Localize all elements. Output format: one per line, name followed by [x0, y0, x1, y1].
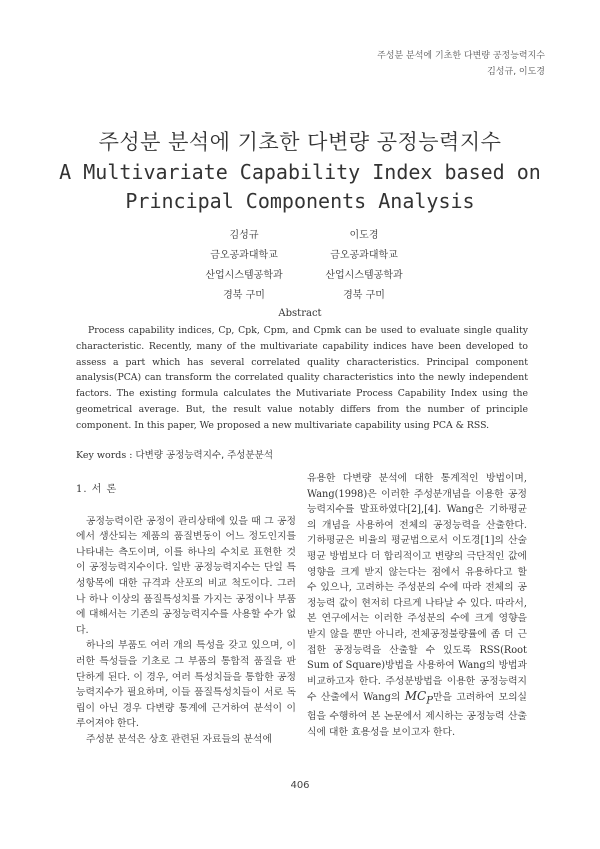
- author-location: 경북 구미: [223, 290, 265, 301]
- author-name: 김성규: [229, 230, 259, 241]
- title-english-line1: A Multivariate Capability Index based on: [59, 160, 541, 184]
- title-english-line2: Principal Components Analysis: [125, 189, 475, 213]
- title-korean: 주성분 분석에 기초한 다변량 공정능력지수: [98, 130, 502, 154]
- paragraph-text: 유용한 다변량 분석에 대한 통계적인 방법이며, Wang(1998)은 이러한 주성분개념을 이용한 공정능력지수를 발표하였다[2],[4]. Wang은 기하평균의 개념을 사용하여 전체의 공정능력을 산출한다. 기하평균은 비율의 평균법으로서 이도경[1]의 산술평균 방법보다 더 합리적이고 변량의 극단적인 값에 영향을 크게 받지 않는다는 점에서 유용하다고 할 수 있으나, 고려하는 주성분의 수에 따라 전체의 공정능력 값이 현저히 다르게 나타날 수 있다. 따라서, 본 연구에서는 이러한 주성분의 수에 크게 영향을 받지 않을 뿐만 아니라, 전체공정불량률에 좀 더 근접한 공정능력을 산출할 수 있도록 RSS(Root Sum of Square)방법을 사용하여 Wang의 방법과 비교하고자 한다. 주성분방법을 이용한 공정능력지수 산출에서 Wang의: [307, 473, 527, 704]
- author-location: 경북 구미: [343, 290, 385, 301]
- abstract-heading: Abstract: [278, 308, 322, 319]
- author-department: 산업시스템공학과: [205, 270, 283, 281]
- math-symbol: [404, 689, 433, 707]
- author-2: [284, 226, 444, 306]
- keywords-label: Key words :: [76, 450, 133, 461]
- paragraph: 공정능력이란 공정이 관리상태에 있을 때 그 공정에서 생산되는 제품의 품질변동이 어느 정도인지를 나타내는 측도이며, 이를 하나의 수치로 표현한 것이 공정능력지수이다. 일반 공정능력지수는 단일 특성항목에 대한 규격과 산포의 비교 척도이다. 그러나 하나 이상의 품질특성치를 가지는 공정이나 부품에 대해서는 기존의 공정능력지수를 사용할 수가 없다.: [76, 515, 296, 636]
- section-heading: 1. 서 론: [76, 484, 118, 495]
- running-header: [377, 48, 545, 80]
- author-affiliation: 금오공과대학교: [210, 250, 278, 261]
- author-department: 산업시스템공학과: [325, 270, 403, 281]
- math-symbol-subscript: P: [426, 695, 433, 707]
- paragraph-text: 만을 고려하여 모의실험을 수행하여 본 논문에서 제시하는 공정능력 산출식에 대한 효용성을 보이고자 한다.: [307, 692, 528, 738]
- body-left-column: [76, 482, 296, 748]
- paragraph: 주성분 분석은 상호 관련된 자료들의 분석에: [86, 733, 272, 745]
- title-english: [0, 158, 600, 216]
- running-title: 주성분 분석에 기초한 다변량 공정능력지수: [377, 51, 545, 61]
- keywords: [76, 447, 273, 461]
- page-number: 406: [290, 780, 310, 791]
- math-symbol-main: MC: [404, 689, 427, 704]
- keywords-value: 다변량 공정능력지수, 주성분분석: [135, 450, 273, 461]
- paragraph: [307, 471, 527, 740]
- body-right-column: [307, 471, 527, 740]
- running-authors: 김성규, 이도경: [487, 67, 545, 77]
- author-name: 이도경: [349, 230, 379, 241]
- paragraph: 하나의 부품도 여러 개의 특성을 갖고 있으며, 이러한 특성들을 기초로 그 부품의 통합적 품질을 판단하게 된다. 이 경우, 여러 특성치들을 통합한 공정능력지수가 필요하며, 이들 품질특성치들이 서로 독립이 아닌 경우 다변량 통계에 근거하여 분석이 이루어져야 한다.: [76, 640, 296, 730]
- author-affiliation: 금오공과대학교: [330, 250, 398, 261]
- abstract-text: Process capability indices, Cp, Cpk, Cpm, and Cpmk can be used to evaluate single quality characteristic. Recently, many of the multivariate capability indices have been developed to assess a part which has several correlated quality characteristics. Principal component analysis(PCA) can transform the correlated quality characteristics into the newly independent factors. The existing formula calculates the Mutivariate Process Capability Index using the geometrical average. But, the result value notably differs from the number of principle component. In this paper, We proposed a new multivariate capability using PCA & RSS.: [76, 325, 528, 431]
